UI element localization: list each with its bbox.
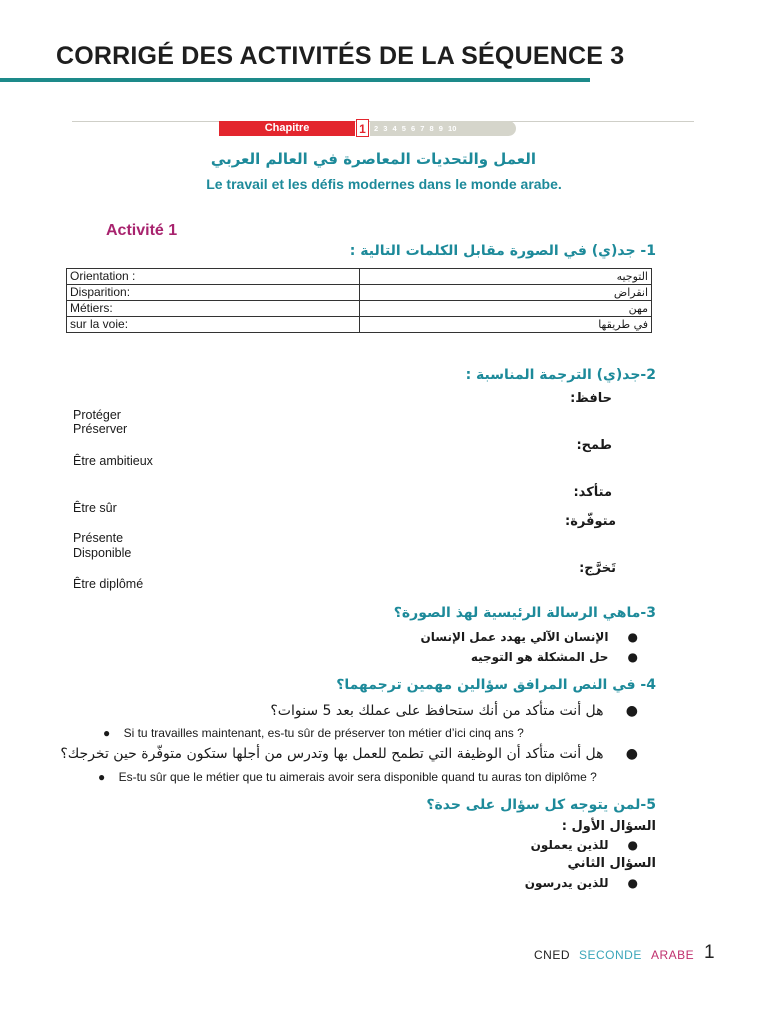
list-item: ● للذين يدرسون [524,876,638,890]
page-number: 1 [704,942,715,963]
footer-subject: ARABE [651,948,695,962]
table-row [67,317,652,333]
chapter-current: 1 [356,119,369,137]
table-row [67,269,652,285]
list-item: ● للذين يعملون [530,838,638,852]
answer-4: Être sûr [73,501,117,515]
table-cell-ar: مهن [360,301,652,317]
list-item: ● Si tu travailles maintenant, es-tu sûr de préserver ton métier d’ici cinq ans ? [103,726,524,740]
word-1: حافظ: [570,391,612,406]
table-cell-fr: sur la voie: [67,317,360,333]
answer-5: Présente [73,531,124,545]
word-4: متوفّرة: [565,514,616,529]
list-item: ● هل أنت متأكد من أنك ستحافظ على عملك بعد 5 سنوات؟ [270,703,638,719]
table-row [67,301,652,317]
heading-french: Le travail et les défis modernes dans le monde arabe. [206,176,562,192]
answer-7: Être diplômé [73,577,144,591]
q4-prompt: 4- في النص المرافق سؤالين مهمين ترجمهما؟ [336,677,656,693]
answer-1: Protéger [73,408,121,422]
answer-3: Être ambitieux [73,454,153,468]
table-cell-ar: التوجيه [360,269,652,285]
list-item: ● الإنسان الآلي يهدد عمل الإنسان [420,630,638,644]
table-cell-fr: Métiers: [67,301,360,317]
chapter-others: 2 3 4 5 6 7 8 9 10 [374,124,457,133]
word-2: طمح: [576,438,612,453]
list-item: ● هل أنت متأكد أن الوظيفة التي تطمح للعمل بها وتدرس من أجلها ستكون متوفّرة حين تخرجك؟ [60,746,638,762]
q2-prompt: 2-جد(ي) الترجمة المناسبة : [465,367,656,383]
list-item: ● Es-tu sûr que le métier que tu aimerais avoir sera disponible quand tu auras ton diplôme ? [98,770,597,784]
q5-second-label: السؤال الثاني [567,856,656,871]
q1-prompt: 1- جد(ي) في الصورة مقابل الكلمات التالية : [349,243,656,259]
list-item: ● حل المشكلة هو التوجيه [470,650,638,664]
table-cell-fr: Orientation : [67,269,360,285]
footer-brand: CNED [534,948,571,962]
q5-prompt: 5-لمن يتوجه كل سؤال على حدة؟ [426,797,656,813]
footer-level: SECONDE [579,948,642,962]
q3-prompt: 3-ماهي الرسالة الرئيسية لهذ الصورة؟ [393,605,656,621]
chapter-label: Chapitre [264,122,310,134]
table-cell-ar: في طريقها [360,317,652,333]
table-cell-fr: Disparition: [67,285,360,301]
table-cell-ar: انقراض [360,285,652,301]
answer-6: Disponible [73,546,132,560]
activity-title: Activité 1 [106,222,178,239]
vocab-table [66,268,652,333]
table-row [67,285,652,301]
title-underline [0,78,590,82]
page-title: CORRIGÉ DES ACTIVITÉS DE LA SÉQUENCE 3 [56,42,625,70]
answer-2: Préserver [73,422,128,436]
word-5: تَخرَّج: [579,561,616,576]
word-3: متأكد: [573,485,612,500]
heading-arabic: العمل والتحديات المعاصرة في العالم العربي [210,150,536,168]
q5-first-label: السؤال الأول : [561,819,656,834]
